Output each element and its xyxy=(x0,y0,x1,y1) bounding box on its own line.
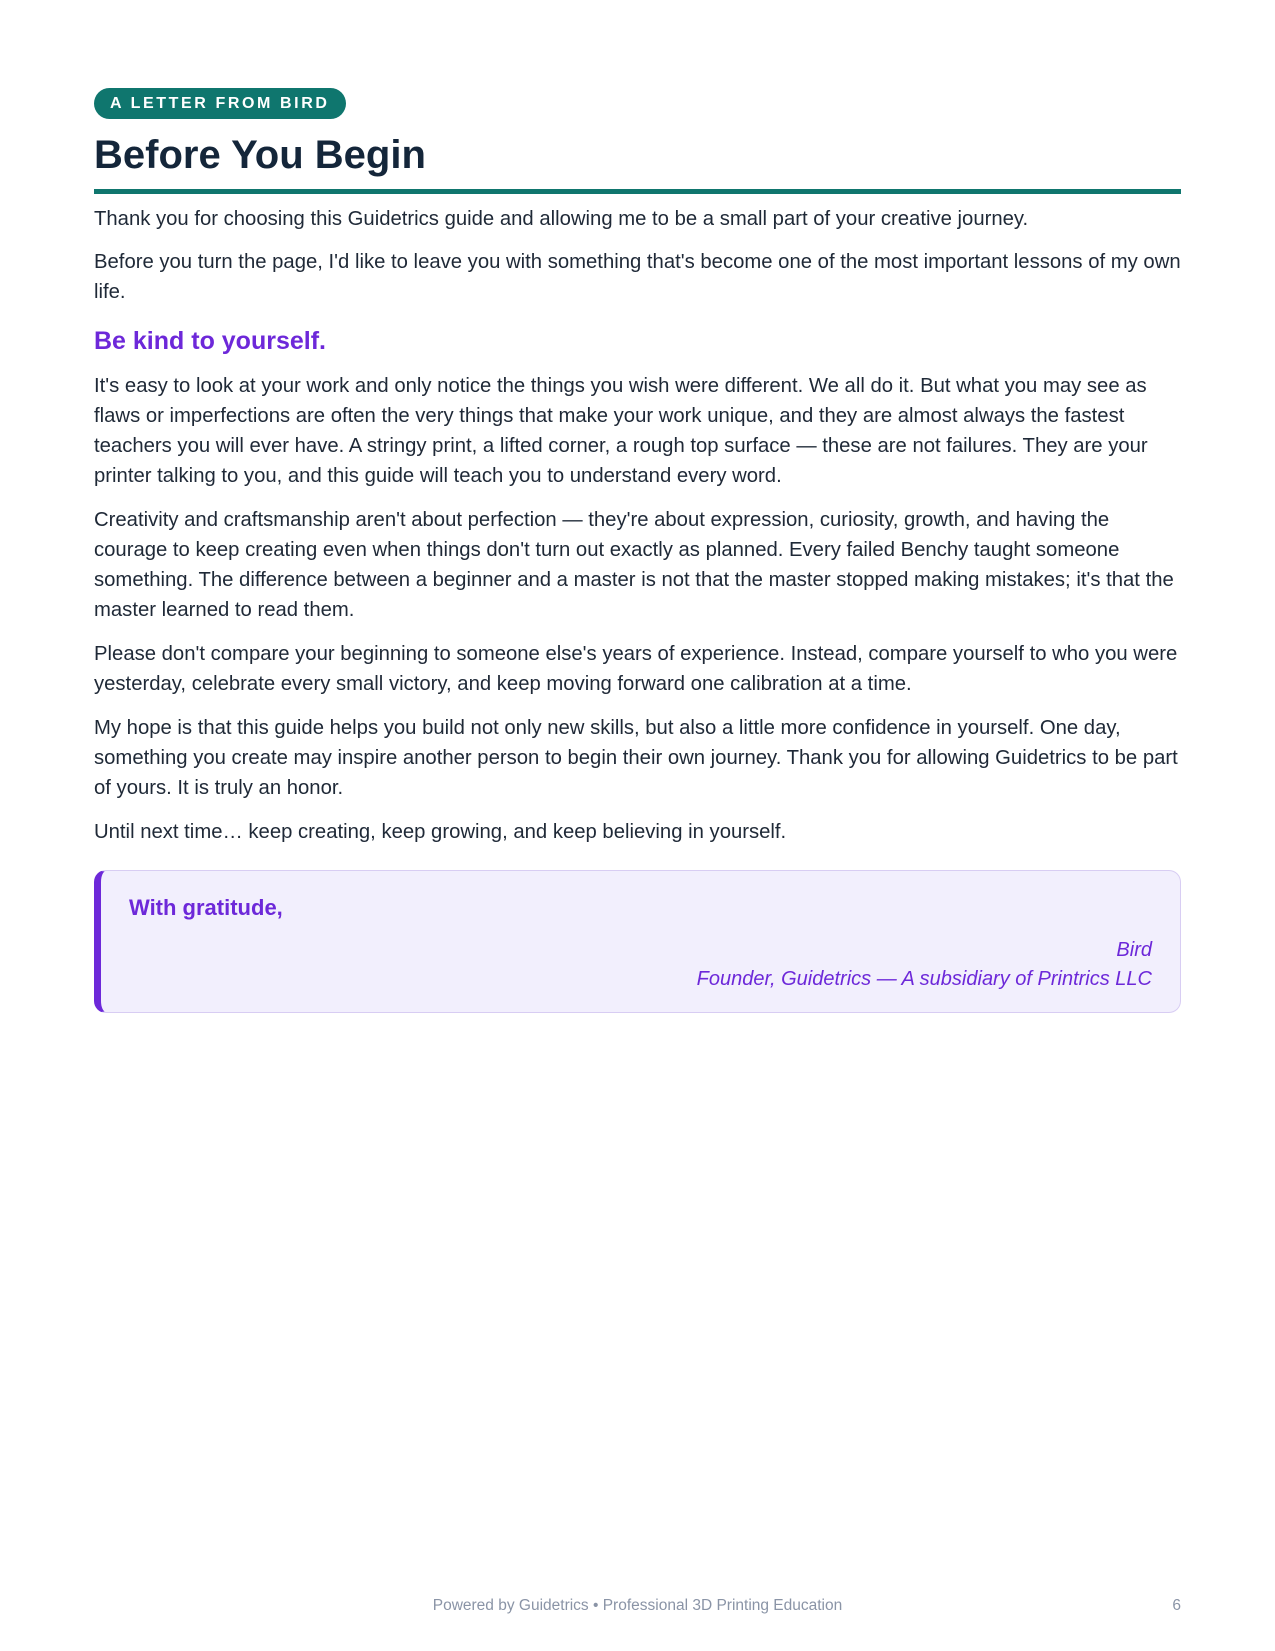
signoff-name: Bird xyxy=(1116,939,1152,961)
body-paragraph: It's easy to look at your work and only notice the things you wish were different. We all do it. But what you may see as flaws or imperfections are often the very things that make your work unique, and they are almost always the fastest teachers you will ever have. A stringy print, a lifted corner, a rough top surface — these are not failures. They are your printer talking to you, and this guide will teach you to understand every word. xyxy=(94,375,1148,487)
title-divider xyxy=(94,189,1181,194)
section-subheading: Be kind to yourself. xyxy=(94,327,326,355)
signoff-greeting: With gratitude, xyxy=(129,895,283,920)
signoff-role: Founder, Guidetrics — A subsidiary of Printrics LLC xyxy=(696,968,1152,990)
signoff-callout xyxy=(94,870,1181,1013)
body-paragraph: My hope is that this guide helps you build not only new skills, but also a little more confidence in yourself. One day, something you create may inspire another person to begin their own journey. Thank you for allowing Guidetrics to be part of yours. It is truly an honor. xyxy=(94,717,1178,799)
page-number: 6 xyxy=(1172,1597,1181,1614)
intro-paragraph: Before you turn the page, I'd like to leave you with something that's become one of the most important lessons of my own life. xyxy=(94,251,1181,303)
intro-paragraph: Thank you for choosing this Guidetrics guide and allowing me to be a small part of your creative journey. xyxy=(94,208,1029,230)
letter-page xyxy=(94,88,1181,1013)
footer-text: Powered by Guidetrics • Professional 3D Printing Education xyxy=(432,1597,843,1614)
page-title: Before You Begin xyxy=(94,133,426,177)
page-footer xyxy=(0,1597,1275,1619)
closing-paragraph: Until next time… keep creating, keep growing, and keep believing in yourself. xyxy=(94,821,787,843)
body-paragraph: Creativity and craftsmanship aren't about perfection — they're about expression, curiosity, growth, and having the courage to keep creating even when things don't turn out exactly as planned. Every failed Benchy taught someone something. The difference between a beginner and a master is not that the master stopped making mistakes; it's that the master learned to read them. xyxy=(94,509,1174,621)
body-paragraph: Please don't compare your beginning to someone else's years of experience. Instead, compare yourself to who you were yesterday, celebrate every small victory, and keep moving forward one calibration at a time. xyxy=(94,643,1178,695)
letter-badge: A LETTER FROM BIRD xyxy=(94,88,346,119)
